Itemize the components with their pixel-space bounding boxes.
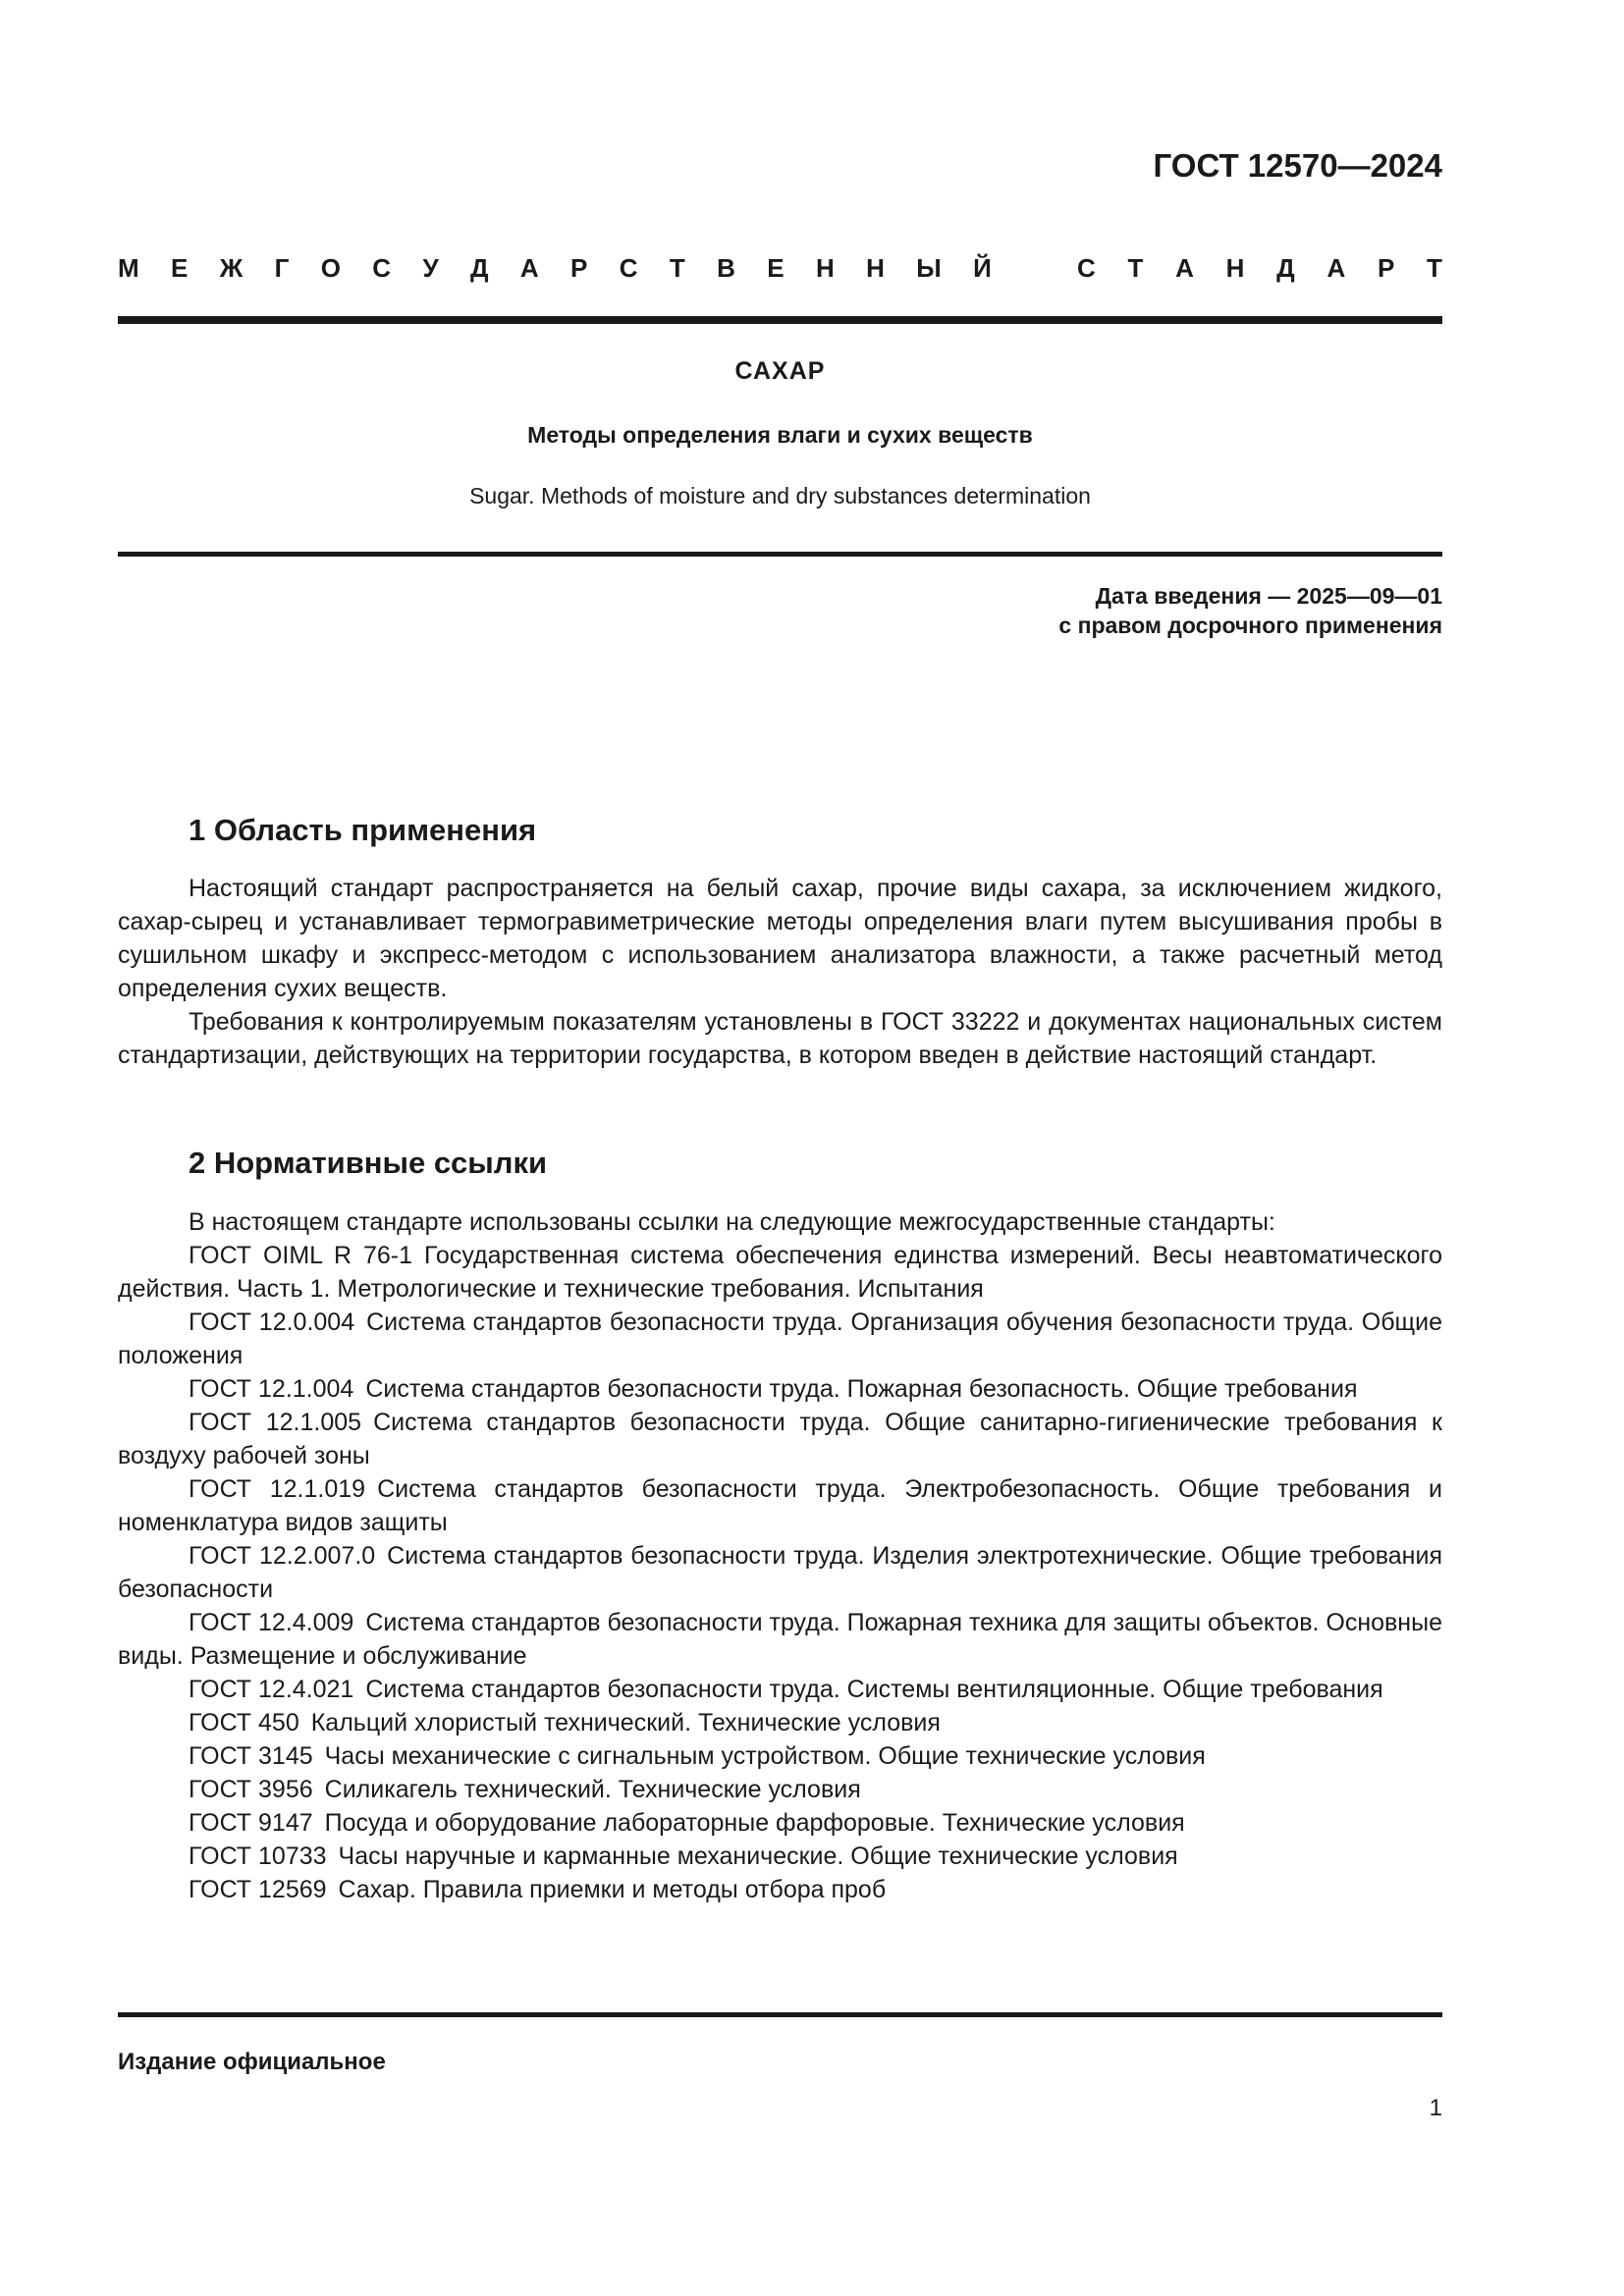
document-title-english: Sugar. Methods of moisture and dry substances determination	[469, 483, 1091, 508]
reference-code: ГОСТ 12.1.004	[189, 1375, 354, 1403]
reference-code: ГОСТ 12.1.019	[189, 1475, 366, 1503]
reference-item	[118, 1673, 1442, 1706]
reference-code: ГОСТ 3145	[189, 1742, 313, 1770]
banner-letter: Т	[669, 253, 685, 283]
early-application-note: с правом досрочного применения	[1058, 613, 1442, 638]
reference-code: ГОСТ OIML R 76-1	[189, 1242, 413, 1269]
reference-title: Посуда и оборудование лабораторные фарфоровые. Технические условия	[324, 1809, 1185, 1837]
banner-letter: Д	[469, 253, 489, 283]
reference-title: Часы наручные и карманные механические. Общие технические условия	[338, 1842, 1178, 1870]
introduction-date: Дата введения — 2025—09—01	[1095, 583, 1442, 609]
reference-title: Сахар. Правила приемки и методы отбора проб	[338, 1876, 887, 1903]
banner-letter: Е	[171, 253, 189, 283]
section-1-paragraph: Настоящий стандарт распространяется на белый сахар, прочие виды сахара, за исключением жидкого, сахар-сырец и устанавливает термогравиметрические методы определения влаги путем высушивания пробы в сушильном шкафу и экспресс-методом с использованием анализатора влажности, а также расчетный метод определения сухих веществ.	[118, 875, 1442, 1002]
banner-letter: О	[320, 253, 341, 283]
reference-item	[118, 1806, 1442, 1840]
banner-letter: Е	[767, 253, 785, 283]
banner-word-interstate	[118, 253, 992, 284]
document-subtitle: Методы определения влаги и сухих веществ	[527, 422, 1033, 448]
section-1-heading: 1 Область применения	[189, 813, 537, 847]
reference-item	[118, 1406, 1442, 1472]
page-number: 1	[1429, 2095, 1442, 2121]
reference-item	[118, 1539, 1442, 1606]
section-2-heading: 2 Нормативные ссылки	[189, 1146, 548, 1180]
reference-title: Часы механические с сигнальным устройством. Общие технические условия	[324, 1742, 1206, 1770]
reference-title: Система стандартов безопасности труда. Системы вентиляционные. Общие требования	[365, 1676, 1383, 1703]
banner-letter: Ж	[219, 253, 244, 283]
reference-title: Система стандартов безопасности труда. Изделия электротехнические. Общие требования безопасности	[118, 1542, 1442, 1603]
banner-letter: Т	[1427, 253, 1442, 283]
reference-code: ГОСТ 10733	[189, 1842, 327, 1870]
banner-letter: В	[717, 253, 735, 283]
reference-item	[118, 1840, 1442, 1873]
reference-item	[118, 1306, 1442, 1372]
reference-code: ГОСТ 9147	[189, 1809, 313, 1837]
reference-code: ГОСТ 3956	[189, 1776, 313, 1803]
introduction-date-block	[1058, 581, 1442, 640]
banner-word-standard	[1077, 253, 1442, 284]
banner-letter: С	[619, 253, 638, 283]
reference-code: ГОСТ 12569	[189, 1876, 327, 1903]
banner-letter: Д	[1276, 253, 1295, 283]
banner-letter: А	[1175, 253, 1194, 283]
banner-letter: Й	[973, 253, 992, 283]
banner-letter: Н	[1225, 253, 1245, 283]
banner-letter: Ы	[916, 253, 942, 283]
section-1-body	[118, 872, 1442, 1072]
reference-code: ГОСТ 12.0.004	[189, 1308, 355, 1336]
reference-code: ГОСТ 12.4.021	[189, 1676, 354, 1703]
reference-item	[118, 1606, 1442, 1673]
reference-code: ГОСТ 12.1.005	[189, 1409, 362, 1436]
section-1-paragraph: Требования к контролируемым показателям установлены в ГОСТ 33222 и документах национальных систем стандартизации, действующих на территории государства, в котором введен в действие настоящий стандарт.	[118, 1008, 1442, 1069]
normative-references	[118, 1205, 1442, 1906]
banner-letter: Р	[570, 253, 588, 283]
reference-item	[118, 1739, 1442, 1773]
reference-title: Система стандартов безопасности труда. Электробезопасность. Общие требования и номенклатура видов защиты	[118, 1475, 1442, 1536]
reference-list	[118, 1239, 1442, 1906]
reference-title: Система стандартов безопасности труда. Организация обучения безопасности труда. Общие положения	[118, 1308, 1442, 1369]
header-rule	[118, 316, 1442, 324]
official-edition-label: Издание официальное	[118, 2049, 386, 2075]
banner-letter: М	[118, 253, 139, 283]
banner-letter: У	[422, 253, 439, 283]
reference-item	[118, 1372, 1442, 1406]
footer-rule	[118, 2012, 1442, 2017]
reference-item	[118, 1706, 1442, 1739]
banner-letter: А	[1326, 253, 1346, 283]
reference-item	[118, 1239, 1442, 1306]
banner-letter: С	[372, 253, 392, 283]
banner-letter: С	[1077, 253, 1096, 283]
reference-item	[118, 1472, 1442, 1539]
reference-item	[118, 1873, 1442, 1906]
standard-number: ГОСТ 12570—2024	[1153, 147, 1442, 184]
banner-letter: Н	[815, 253, 835, 283]
reference-title: Система стандартов безопасности труда. Пожарная безопасность. Общие требования	[365, 1375, 1358, 1403]
reference-title: Силикагель технический. Технические условия	[324, 1776, 861, 1803]
banner-letter: Р	[1377, 253, 1395, 283]
banner-letter: Н	[866, 253, 885, 283]
interstate-standard-banner	[118, 253, 1442, 284]
reference-title: Кальций хлористый технический. Технические условия	[310, 1709, 941, 1736]
reference-title: Государственная система обеспечения единства измерений. Весы неавтоматического действия. Часть 1. Метрологические и технические требования. Испытания	[118, 1242, 1442, 1303]
reference-title: Система стандартов безопасности труда. Пожарная техника для защиты объектов. Основные виды. Размещение и обслуживание	[118, 1609, 1442, 1670]
document-title: САХАР	[734, 357, 826, 385]
reference-code: ГОСТ 450	[189, 1709, 299, 1736]
banner-letter: А	[519, 253, 539, 283]
references-intro: В настоящем стандарте использованы ссылки на следующие межгосударственные стандарты:	[189, 1208, 1275, 1236]
banner-letter: Т	[1127, 253, 1144, 283]
reference-title: Система стандартов безопасности труда. Общие санитарно-гигиенические требования к воздуху рабочей зоны	[118, 1409, 1442, 1469]
banner-letter: Г	[274, 253, 290, 283]
title-rule	[118, 552, 1442, 557]
reference-code: ГОСТ 12.2.007.0	[189, 1542, 376, 1570]
reference-item	[118, 1773, 1442, 1806]
reference-code: ГОСТ 12.4.009	[189, 1609, 354, 1636]
